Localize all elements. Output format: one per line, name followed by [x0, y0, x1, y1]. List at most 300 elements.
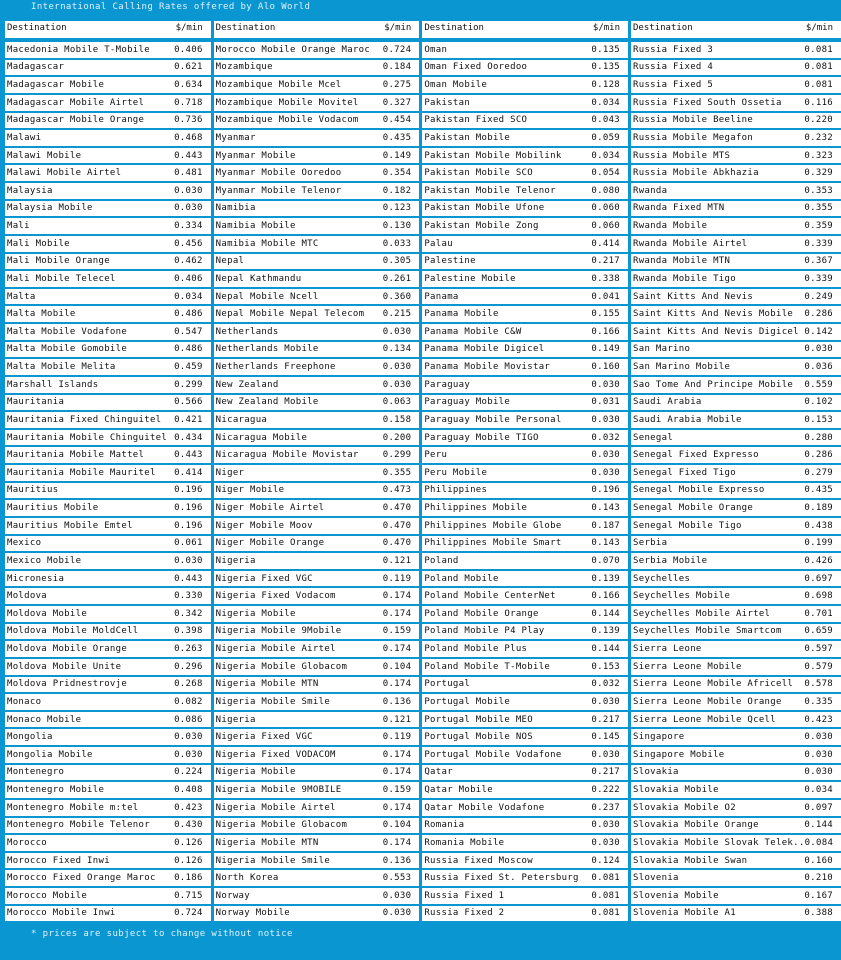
destination-name: Myanmar Mobile Telenor	[215, 185, 342, 196]
destination-name: Saudi Arabia	[633, 397, 702, 408]
rate-value: 0.119	[382, 573, 412, 584]
rate-value: 0.174	[382, 591, 412, 602]
table-row	[5, 201, 211, 217]
table-row	[422, 60, 628, 76]
table-row	[214, 853, 420, 869]
table-row	[5, 236, 211, 252]
table-row	[631, 870, 841, 886]
destination-name: Sierra Leone Mobile Orange	[633, 696, 782, 707]
rate-value: 0.030	[591, 820, 621, 831]
rate-value: 0.263	[174, 644, 203, 655]
destination-name: Saint Kitts And Nevis	[633, 291, 754, 302]
rate-value: 0.153	[591, 661, 621, 672]
table-row	[422, 712, 628, 728]
table-row	[631, 60, 841, 76]
rate-value: 0.388	[804, 908, 834, 919]
table-row	[5, 271, 211, 287]
rate-value: 0.167	[804, 890, 834, 901]
destination-name: Mongolia Mobile	[7, 749, 93, 760]
table-row	[422, 747, 628, 763]
rate-value: 0.030	[174, 749, 203, 760]
table-row	[214, 236, 420, 252]
table-row	[422, 113, 628, 129]
table-row	[214, 465, 420, 481]
destination-name: Rwanda Mobile Tigo	[633, 273, 736, 284]
destination-name: Portugal Mobile	[424, 696, 511, 707]
destination-name: Poland Mobile CenterNet	[424, 591, 556, 602]
rate-value: 0.217	[591, 714, 621, 725]
column-header	[422, 21, 628, 38]
table-row	[631, 641, 841, 657]
rate-value: 0.160	[591, 362, 621, 373]
rate-value: 0.187	[591, 520, 621, 531]
destination-name: Mauritius Mobile Emtel	[7, 520, 133, 531]
rate-value: 0.578	[804, 679, 834, 690]
destination-name: Slovenia Mobile A1	[633, 908, 736, 919]
destination-name: Namibia	[215, 203, 256, 214]
table-row	[214, 165, 420, 181]
destination-name: Seychelles Mobile	[633, 591, 731, 602]
table-row	[631, 447, 841, 463]
table-row	[214, 906, 420, 922]
destination-name: Niger Mobile Airtel	[215, 503, 325, 514]
destination-name: Niger Mobile	[215, 485, 285, 496]
destination-name: Poland	[424, 555, 459, 566]
rate-value: 0.030	[591, 467, 621, 478]
destination-name: Oman	[424, 44, 448, 55]
table-row	[5, 377, 211, 393]
rate-value: 0.149	[382, 150, 412, 161]
rate-value: 0.184	[382, 62, 412, 73]
rates-column	[422, 21, 628, 921]
destination-name: Philippines Mobile Globe	[424, 520, 562, 531]
destination-name: Russia Fixed 1	[424, 890, 505, 901]
table-row	[631, 430, 841, 446]
destination-name: Paraguay Mobile Personal	[424, 414, 562, 425]
table-row	[422, 483, 628, 499]
destination-name: Poland Mobile P4 Play	[424, 626, 545, 637]
destination-name: Peru	[424, 450, 448, 461]
rate-value: 0.145	[591, 732, 621, 743]
rate-value: 0.155	[591, 309, 621, 320]
destination-name: Nigeria Mobile	[215, 608, 296, 619]
table-row	[631, 165, 841, 181]
rate-value: 0.468	[174, 132, 203, 143]
destination-name: Nigeria Mobile 9MOBILE	[215, 785, 342, 796]
table-row	[631, 553, 841, 569]
destination-name: Niger	[215, 467, 245, 478]
rate-value: 0.296	[174, 661, 203, 672]
destination-name: Mali	[7, 221, 30, 232]
rate-value: 0.421	[174, 414, 203, 425]
table-row	[5, 289, 211, 305]
table-row	[214, 359, 420, 375]
destination-name: Mauritania Mobile Mattel	[7, 450, 145, 461]
rate-value: 0.030	[382, 890, 412, 901]
rate-value: 0.059	[591, 132, 621, 143]
rate-value: 0.123	[382, 203, 412, 214]
destination-name: Netherlands Freephone	[215, 362, 336, 373]
rate-value: 0.199	[804, 538, 834, 549]
table-row	[631, 77, 841, 93]
table-row	[5, 818, 211, 834]
rates-table	[5, 21, 841, 921]
destination-name: Madagascar	[7, 62, 65, 73]
rate-value: 0.030	[174, 203, 203, 214]
destination-name: Niger Mobile Orange	[215, 538, 325, 549]
destination-name: Oman Fixed Ooredoo	[424, 62, 528, 73]
table-row	[631, 377, 841, 393]
rate-value: 0.128	[591, 80, 621, 91]
rate-value: 0.736	[174, 115, 203, 126]
rate-value: 0.136	[382, 855, 412, 866]
table-row	[422, 659, 628, 675]
rate-value: 0.043	[591, 115, 621, 126]
table-row	[214, 183, 420, 199]
rate-value: 0.139	[591, 626, 621, 637]
rate-value: 0.486	[174, 344, 203, 355]
table-row	[214, 77, 420, 93]
table-row	[214, 324, 420, 340]
header-rate: $/min	[384, 23, 412, 33]
rate-value: 0.406	[174, 44, 203, 55]
rate-value: 0.144	[591, 608, 621, 619]
destination-name: Monaco	[7, 696, 42, 707]
table-row	[5, 641, 211, 657]
table-row	[214, 95, 420, 111]
table-row	[631, 659, 841, 675]
rate-value: 0.414	[591, 238, 621, 249]
table-row	[214, 729, 420, 745]
rates-column	[5, 21, 211, 921]
table-row	[631, 765, 841, 781]
table-row	[5, 906, 211, 922]
table-row	[422, 588, 628, 604]
rate-value: 0.124	[591, 855, 621, 866]
table-row	[422, 835, 628, 851]
destination-name: Pakistan Mobile Ufone	[424, 203, 545, 214]
rate-value: 0.030	[804, 344, 834, 355]
destination-name: Monaco Mobile	[7, 714, 82, 725]
destination-name: Nigeria Mobile 9Mobile	[215, 626, 342, 637]
rate-value: 0.659	[804, 626, 834, 637]
destination-name: Russia Mobile MTS	[633, 150, 731, 161]
rate-value: 0.143	[591, 503, 621, 514]
destination-name: Morocco Mobile	[7, 890, 88, 901]
rate-value: 0.559	[804, 379, 834, 390]
destination-name: Moldova Pridnestrovje	[7, 679, 128, 690]
table-row	[214, 377, 420, 393]
table-row	[422, 324, 628, 340]
destination-name: Myanmar Mobile	[215, 150, 296, 161]
destination-name: Slovakia	[633, 767, 679, 778]
destination-name: Philippines Mobile	[424, 503, 528, 514]
rate-value: 0.354	[382, 168, 412, 179]
table-row	[214, 606, 420, 622]
destination-name: Nigeria Fixed Vodacom	[215, 591, 336, 602]
table-row	[422, 518, 628, 534]
destination-name: Paraguay	[424, 379, 471, 390]
rate-value: 0.030	[591, 696, 621, 707]
table-row	[422, 906, 628, 922]
destination-name: Malta Mobile	[7, 309, 76, 320]
destination-name: Nigeria Mobile Globacom	[215, 820, 348, 831]
rate-value: 0.135	[591, 62, 621, 73]
table-row	[631, 289, 841, 305]
destination-name: Slovakia Mobile Orange	[633, 820, 759, 831]
destination-name: Senegal Mobile Tigo	[633, 520, 742, 531]
destination-name: Morocco	[7, 837, 48, 848]
table-row	[214, 782, 420, 798]
destination-name: San Marino Mobile	[633, 362, 731, 373]
table-row	[422, 430, 628, 446]
table-row	[5, 183, 211, 199]
rate-value: 0.034	[804, 785, 834, 796]
table-row	[5, 835, 211, 851]
rate-value: 0.030	[382, 379, 412, 390]
table-row	[422, 271, 628, 287]
rate-value: 0.174	[382, 802, 412, 813]
rate-value: 0.119	[382, 732, 412, 743]
destination-name: Panama	[424, 291, 459, 302]
destination-name: Nigeria Fixed VGC	[215, 573, 313, 584]
table-row	[214, 148, 420, 164]
table-row	[5, 694, 211, 710]
destination-name: North Korea	[215, 873, 279, 884]
table-row	[5, 77, 211, 93]
destination-name: Niger Mobile Moov	[215, 520, 313, 531]
rate-value: 0.121	[382, 714, 412, 725]
destination-name: Poland Mobile Orange	[424, 608, 539, 619]
rate-value: 0.189	[804, 503, 834, 514]
table-row	[214, 747, 420, 763]
destination-name: Morocco Mobile Inwi	[7, 908, 116, 919]
rate-value: 0.367	[804, 256, 834, 267]
rate-value: 0.030	[382, 908, 412, 919]
table-row	[214, 218, 420, 234]
destination-name: Romania	[424, 820, 465, 831]
rate-value: 0.158	[382, 414, 412, 425]
table-row	[422, 782, 628, 798]
rate-value: 0.030	[804, 767, 834, 778]
rate-value: 0.174	[382, 767, 412, 778]
table-row	[214, 483, 420, 499]
rate-value: 0.579	[804, 661, 834, 672]
table-row	[422, 412, 628, 428]
destination-name: Senegal Fixed Tigo	[633, 467, 736, 478]
destination-name: Nigeria Mobile MTN	[215, 837, 319, 848]
rate-value: 0.334	[174, 221, 203, 232]
destination-name: Panama Mobile Movistar	[424, 362, 551, 373]
destination-name: Namibia Mobile MTC	[215, 238, 319, 249]
table-row	[5, 800, 211, 816]
table-row	[631, 342, 841, 358]
rate-value: 0.426	[804, 555, 834, 566]
table-row	[631, 800, 841, 816]
destination-name: Palestine	[424, 256, 476, 267]
destination-name: Sierra Leone Mobile Africell	[633, 679, 794, 690]
table-row	[5, 60, 211, 76]
table-row	[631, 747, 841, 763]
rate-value: 0.030	[174, 185, 203, 196]
destination-name: Pakistan Mobile Mobilink	[424, 150, 562, 161]
rate-value: 0.237	[591, 802, 621, 813]
destination-name: Malaysia	[7, 185, 53, 196]
table-row	[5, 553, 211, 569]
destination-name: Serbia Mobile	[633, 555, 708, 566]
rate-value: 0.435	[382, 132, 412, 143]
destination-name: Mozambique Mobile Vodacom	[215, 115, 359, 126]
destination-name: Malawi	[7, 132, 42, 143]
destination-name: Panama Mobile Digicel	[424, 344, 545, 355]
rate-value: 0.330	[174, 591, 203, 602]
table-row	[5, 483, 211, 499]
table-row	[214, 201, 420, 217]
destination-name: Nicaragua Mobile Movistar	[215, 450, 359, 461]
destination-name: Mozambique	[215, 62, 273, 73]
destination-name: Portugal Mobile MEO	[424, 714, 533, 725]
destination-name: Morocco Mobile Orange Maroc	[215, 44, 371, 55]
rate-value: 0.414	[174, 467, 203, 478]
table-row	[631, 201, 841, 217]
table-row	[422, 641, 628, 657]
table-row	[5, 536, 211, 552]
table-row	[631, 359, 841, 375]
rates-column	[631, 21, 841, 921]
table-row	[422, 853, 628, 869]
destination-name: Singapore Mobile	[633, 749, 725, 760]
table-row	[5, 677, 211, 693]
destination-name: Moldova Mobile Unite	[7, 661, 122, 672]
rate-value: 0.104	[382, 820, 412, 831]
destination-name: Peru Mobile	[424, 467, 488, 478]
table-row	[214, 113, 420, 129]
destination-name: Nigeria Mobile Airtel	[215, 802, 336, 813]
table-row	[631, 888, 841, 904]
destination-name: Sierra Leone Mobile	[633, 661, 742, 672]
destination-name: Montenegro Mobile Telenor	[7, 820, 150, 831]
table-row	[422, 148, 628, 164]
rate-value: 0.547	[174, 326, 203, 337]
table-row	[422, 536, 628, 552]
destination-name: Netherlands Mobile	[215, 344, 319, 355]
rate-value: 0.143	[591, 538, 621, 549]
destination-name: Rwanda Mobile Airtel	[633, 238, 748, 249]
rate-value: 0.139	[591, 573, 621, 584]
table-row	[5, 165, 211, 181]
table-row	[422, 677, 628, 693]
table-row	[631, 677, 841, 693]
rate-value: 0.136	[382, 696, 412, 707]
rate-value: 0.030	[382, 326, 412, 337]
destination-name: Singapore	[633, 732, 685, 743]
rate-value: 0.030	[591, 837, 621, 848]
rate-value: 0.159	[382, 626, 412, 637]
destination-name: Portugal Mobile NOS	[424, 732, 533, 743]
destination-name: Russia Mobile Abkhazia	[633, 168, 759, 179]
table-row	[5, 571, 211, 587]
rate-value: 0.130	[382, 221, 412, 232]
table-row	[214, 765, 420, 781]
destination-name: Rwanda Fixed MTN	[633, 203, 725, 214]
table-row	[422, 218, 628, 234]
table-row	[422, 447, 628, 463]
rate-value: 0.210	[804, 873, 834, 884]
table-row	[422, 870, 628, 886]
table-row	[422, 800, 628, 816]
rate-value: 0.060	[591, 203, 621, 214]
rate-value: 0.249	[804, 291, 834, 302]
rate-value: 0.275	[382, 80, 412, 91]
destination-name: Moldova Mobile MoldCell	[7, 626, 139, 637]
table-row	[5, 306, 211, 322]
destination-name: Mozambique Mobile Mcel	[215, 80, 342, 91]
rate-value: 0.621	[174, 62, 203, 73]
table-row	[5, 324, 211, 340]
rate-value: 0.481	[174, 168, 203, 179]
table-row	[214, 60, 420, 76]
rate-value: 0.032	[591, 679, 621, 690]
destination-name: Mauritania Mobile Chinguitel	[7, 432, 168, 443]
table-row	[422, 765, 628, 781]
rate-value: 0.070	[591, 555, 621, 566]
rate-value: 0.030	[804, 749, 834, 760]
column-header	[214, 21, 420, 38]
rate-value: 0.423	[804, 714, 834, 725]
rate-value: 0.159	[382, 785, 412, 796]
destination-name: Seychelles Mobile Airtel	[633, 608, 771, 619]
rate-value: 0.030	[591, 414, 621, 425]
destination-name: Panama Mobile	[424, 309, 499, 320]
table-row	[631, 536, 841, 552]
table-row	[214, 641, 420, 657]
rate-value: 0.196	[174, 520, 203, 531]
destination-name: Russia Mobile Megafon	[633, 132, 754, 143]
rate-value: 0.470	[382, 520, 412, 531]
rate-value: 0.438	[804, 520, 834, 531]
rate-value: 0.149	[591, 344, 621, 355]
table-row	[5, 729, 211, 745]
table-row	[422, 254, 628, 270]
rate-value: 0.054	[591, 168, 621, 179]
table-row	[631, 518, 841, 534]
destination-name: Nepal Kathmandu	[215, 273, 302, 284]
rate-value: 0.443	[174, 450, 203, 461]
rate-value: 0.217	[591, 256, 621, 267]
destination-name: Slovakia Mobile Swan	[633, 855, 748, 866]
table-row	[631, 729, 841, 745]
destination-name: Mexico	[7, 538, 42, 549]
table-row	[214, 870, 420, 886]
rate-value: 0.360	[382, 291, 412, 302]
table-row	[5, 465, 211, 481]
table-row	[5, 888, 211, 904]
table-row	[5, 712, 211, 728]
rate-value: 0.030	[382, 362, 412, 373]
rate-value: 0.470	[382, 538, 412, 549]
destination-name: Poland Mobile T-Mobile	[424, 661, 551, 672]
table-row	[631, 588, 841, 604]
table-row	[5, 359, 211, 375]
destination-name: Slovenia Mobile	[633, 890, 719, 901]
rate-value: 0.718	[174, 97, 203, 108]
destination-name: Senegal Mobile Orange	[633, 503, 754, 514]
destination-name: Norway Mobile	[215, 908, 291, 919]
rate-value: 0.166	[591, 326, 621, 337]
destination-name: Myanmar	[215, 132, 256, 143]
rate-value: 0.486	[174, 309, 203, 320]
rate-value: 0.036	[804, 362, 834, 373]
